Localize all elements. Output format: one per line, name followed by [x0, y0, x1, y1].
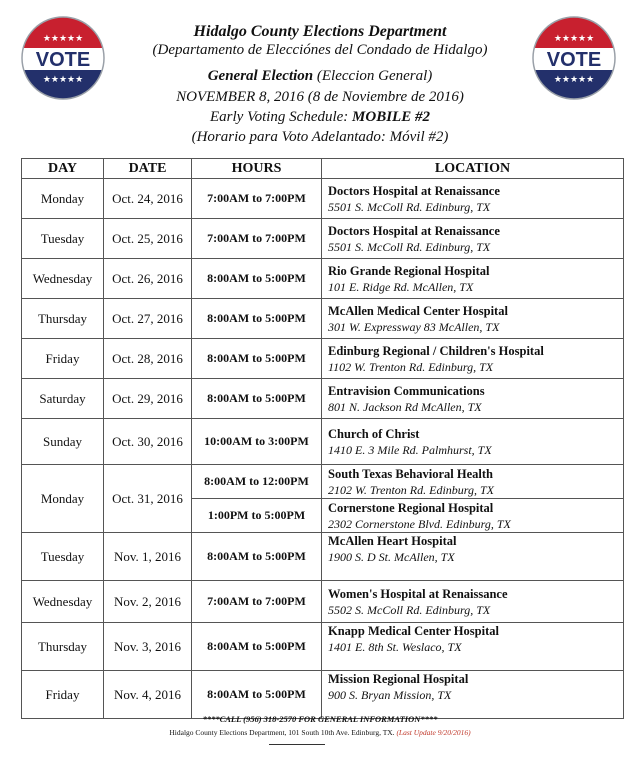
badge-text: VOTE — [546, 49, 602, 71]
table-row — [22, 379, 624, 419]
cell-hours: 8:00AM to 5:00PM — [192, 671, 322, 719]
cell-day: Thursday — [22, 623, 104, 671]
cell-day: Friday — [22, 671, 104, 719]
cell-date: Oct. 26, 2016 — [104, 259, 192, 299]
footer-address-line — [0, 728, 640, 737]
location-name: McAllen Heart Hospital — [328, 534, 457, 548]
location-address: 301 W. Expressway 83 McAllen, TX — [328, 319, 500, 334]
location-name: Doctors Hospital at Renaissance — [328, 183, 500, 198]
location-address: 101 E. Ridge Rd. McAllen, TX — [328, 279, 474, 294]
cell-date: Oct. 31, 2016 — [104, 465, 192, 533]
table-row — [22, 671, 624, 719]
cell-date: Nov. 4, 2016 — [104, 671, 192, 719]
cell-date: Oct. 28, 2016 — [104, 339, 192, 379]
cell-day: Wednesday — [22, 581, 104, 623]
election-date: NOVEMBER 8, 2016 (8 de Noviembre de 2016) — [176, 89, 464, 105]
cell-hours: 8:00AM to 5:00PM — [192, 299, 322, 339]
table-row — [22, 581, 624, 623]
table-row — [22, 465, 624, 499]
cell-day: Tuesday — [22, 219, 104, 259]
location-name: McAllen Medical Center Hospital — [328, 303, 508, 318]
cell-hours: 8:00AM to 5:00PM — [192, 339, 322, 379]
cell-location — [322, 259, 624, 299]
location-address: 1900 S. D St. McAllen, TX — [328, 550, 455, 564]
cell-location — [322, 533, 624, 581]
location-name: South Texas Behavioral Health — [328, 466, 493, 481]
table-row — [22, 339, 624, 379]
cell-hours: 10:00AM to 3:00PM — [192, 419, 322, 465]
cell-day: Thursday — [22, 299, 104, 339]
cell-location — [322, 299, 624, 339]
location-name: Entravision Communications — [328, 383, 485, 398]
cell-location — [322, 379, 624, 419]
table-row — [22, 259, 624, 299]
schedule-prefix: Early Voting Schedule: — [210, 109, 353, 125]
location-name: Knapp Medical Center Hospital — [328, 624, 499, 638]
cell-hours: 8:00AM to 5:00PM — [192, 533, 322, 581]
footer-divider — [269, 744, 325, 745]
cell-location — [322, 465, 624, 499]
schedule-title-es: (Horario para Voto Adelantado: Móvil #2) — [191, 129, 449, 145]
cell-hours: 8:00AM to 5:00PM — [192, 259, 322, 299]
location-address: 2102 W. Trenton Rd. Edinburg, TX — [328, 482, 495, 497]
table-row — [22, 419, 624, 465]
badge-stars-bottom: ★★★★★ — [553, 74, 595, 84]
cell-date: Oct. 24, 2016 — [104, 179, 192, 219]
badge-stars-bottom: ★★★★★ — [42, 74, 84, 84]
cell-location — [322, 339, 624, 379]
cell-location — [322, 623, 624, 671]
cell-hours: 8:00AM to 5:00PM — [192, 623, 322, 671]
table-row — [22, 533, 624, 581]
col-header-date: DATE — [104, 159, 192, 179]
col-header-location: LOCATION — [322, 159, 624, 179]
location-address: 5501 S. McColl Rd. Edinburg, TX — [328, 239, 491, 254]
location-address: 900 S. Bryan Mission, TX — [328, 688, 452, 702]
cell-date: Oct. 25, 2016 — [104, 219, 192, 259]
table-row — [22, 623, 624, 671]
col-header-hours: HOURS — [192, 159, 322, 179]
cell-location — [322, 581, 624, 623]
election-name — [0, 67, 640, 86]
cell-location — [322, 671, 624, 719]
location-address: 5501 S. McColl Rd. Edinburg, TX — [328, 199, 491, 214]
cell-day: Monday — [22, 179, 104, 219]
cell-day: Tuesday — [22, 533, 104, 581]
cell-hours: 1:00PM to 5:00PM — [192, 499, 322, 533]
badge-stars-top: ★★★★★ — [42, 33, 84, 43]
cell-location — [322, 219, 624, 259]
col-header-day: DAY — [22, 159, 104, 179]
cell-location — [322, 419, 624, 465]
location-name: Church of Christ — [328, 426, 420, 441]
cell-hours: 7:00AM to 7:00PM — [192, 581, 322, 623]
location-address: 2302 Cornerstone Blvd. Edinburg, TX — [328, 516, 511, 531]
cell-hours: 7:00AM to 7:00PM — [192, 219, 322, 259]
cell-date: Oct. 29, 2016 — [104, 379, 192, 419]
table-row — [22, 299, 624, 339]
badge-text: VOTE — [35, 49, 91, 71]
cell-day: Saturday — [22, 379, 104, 419]
location-name: Rio Grande Regional Hospital — [328, 263, 490, 278]
footer-update: (Last Update 9/20/2016) — [396, 728, 471, 737]
cell-day: Monday — [22, 465, 104, 533]
location-address: 5502 S. McColl Rd. Edinburg, TX — [328, 602, 491, 617]
schedule-title — [0, 108, 640, 127]
location-address: 801 N. Jackson Rd McAllen, TX — [328, 399, 482, 414]
cell-day: Friday — [22, 339, 104, 379]
table-header-row — [22, 159, 624, 179]
location-name: Edinburg Regional / Children's Hospital — [328, 343, 544, 358]
location-name: Women's Hospital at Renaissance — [328, 586, 508, 601]
cell-location — [322, 499, 624, 533]
cell-day: Wednesday — [22, 259, 104, 299]
badge-stars-top: ★★★★★ — [553, 33, 595, 43]
page-title: Hidalgo County Elections Department — [193, 23, 447, 40]
cell-location — [322, 179, 624, 219]
schedule-mobile: MOBILE #2 — [352, 109, 430, 125]
cell-date: Oct. 27, 2016 — [104, 299, 192, 339]
election-name-en: General Election — [207, 68, 314, 84]
table-row — [22, 179, 624, 219]
location-name: Mission Regional Hospital — [328, 672, 469, 686]
election-name-es: (Eleccion General) — [313, 68, 433, 84]
cell-day: Sunday — [22, 419, 104, 465]
cell-date: Oct. 30, 2016 — [104, 419, 192, 465]
footer-address: Hidalgo County Elections Department, 101 South 10th Ave. Edinburg, TX. — [169, 728, 397, 737]
page-subtitle: (Departamento de Elecciónes del Condado de Hidalgo) — [152, 42, 488, 58]
cell-date: Nov. 1, 2016 — [104, 533, 192, 581]
location-name: Cornerstone Regional Hospital — [328, 500, 494, 515]
cell-hours: 8:00AM to 5:00PM — [192, 379, 322, 419]
table-row — [22, 219, 624, 259]
cell-hours: 8:00AM to 12:00PM — [192, 465, 322, 499]
location-address: 1102 W. Trenton Rd. Edinburg, TX — [328, 359, 494, 374]
location-name: Doctors Hospital at Renaissance — [328, 223, 500, 238]
location-address: 1401 E. 8th St. Weslaco, TX — [328, 640, 462, 654]
schedule-table — [21, 158, 624, 719]
location-address: 1410 E. 3 Mile Rd. Palmhurst, TX — [328, 442, 492, 457]
cell-hours: 7:00AM to 7:00PM — [192, 179, 322, 219]
footer-info: ****CALL (956) 318-2570 FOR GENERAL INFORMATION**** — [202, 714, 438, 724]
cell-date: Nov. 2, 2016 — [104, 581, 192, 623]
cell-date: Nov. 3, 2016 — [104, 623, 192, 671]
